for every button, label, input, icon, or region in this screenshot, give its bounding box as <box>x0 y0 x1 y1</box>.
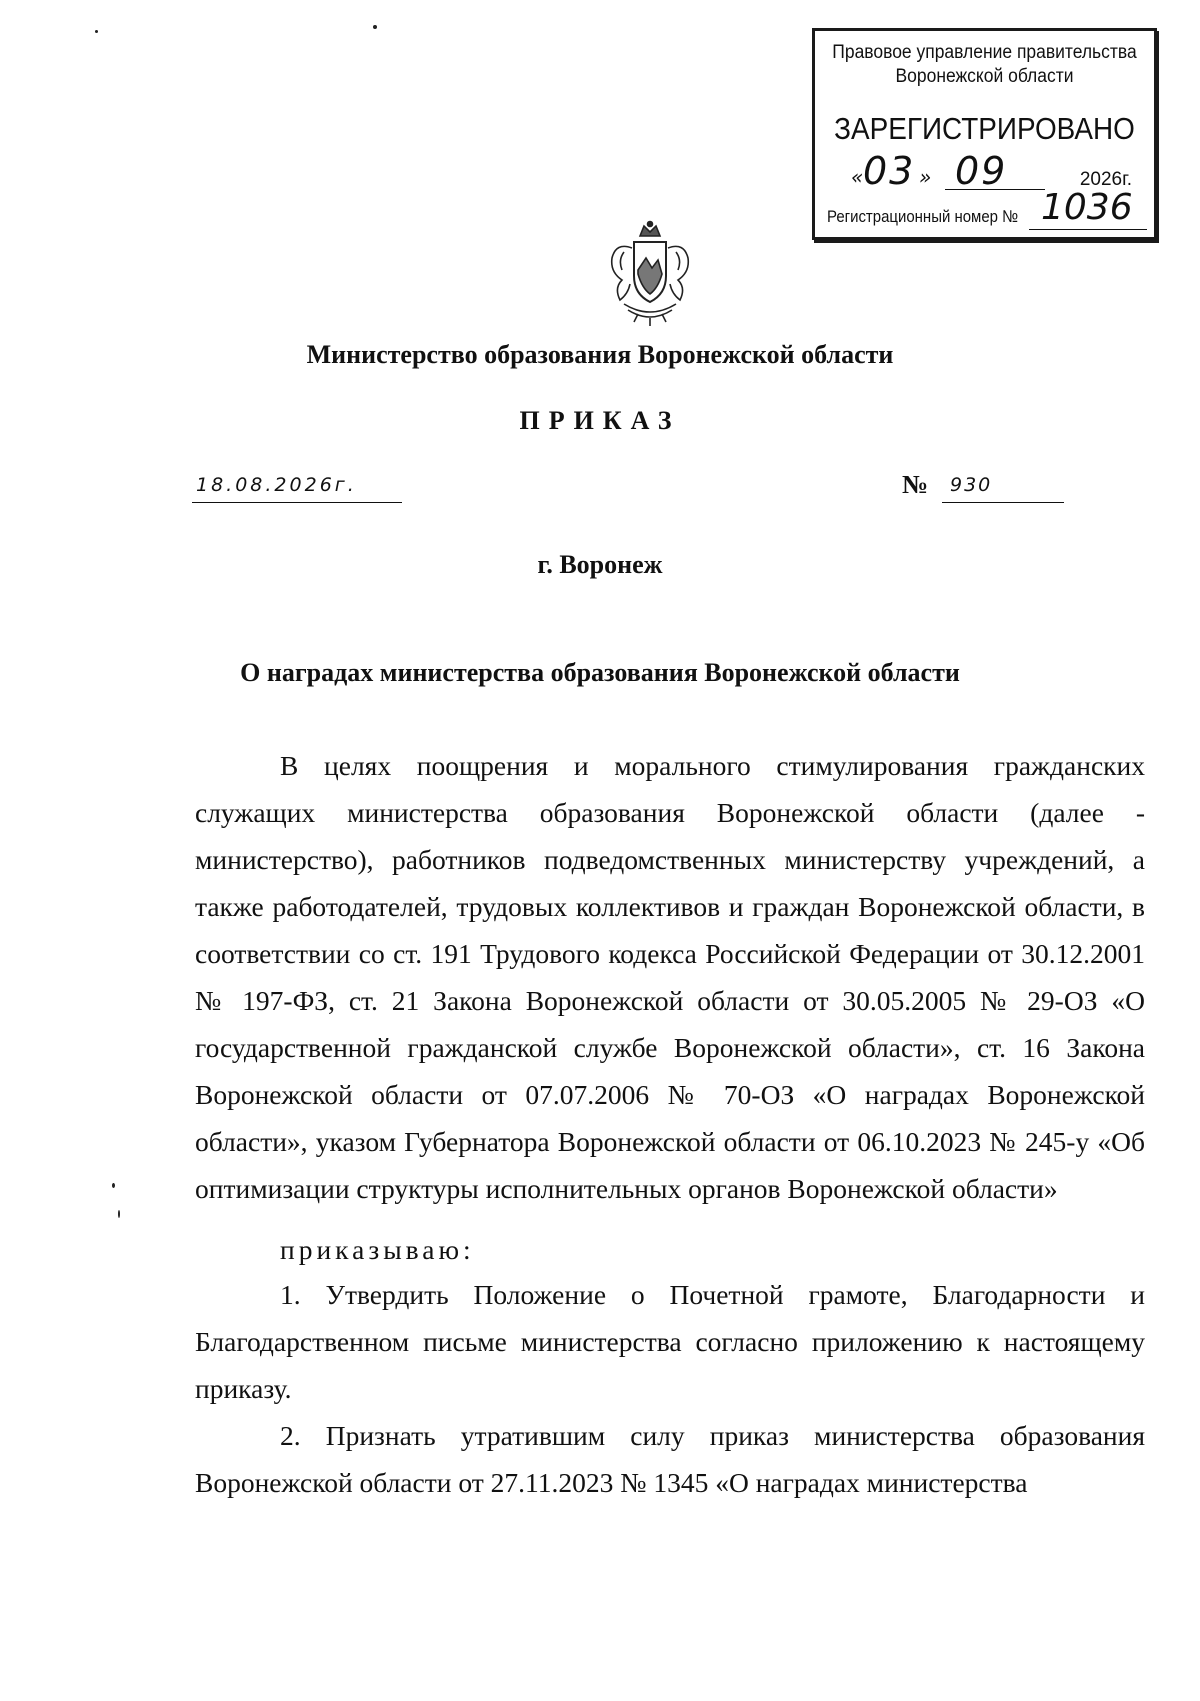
stamp-registered-label: ЗАРЕГИСТРИРОВАНО <box>834 111 1135 146</box>
stamp-month: 09 <box>955 149 1008 193</box>
city: г. Воронеж <box>537 550 663 579</box>
order-date: 18.08.2026г. <box>196 474 357 496</box>
order-number-field <box>942 474 1064 503</box>
scan-speck <box>373 25 377 29</box>
stamp-authority-line1: Правовое управление правительства <box>832 42 1137 63</box>
scan-speck <box>118 1210 120 1218</box>
stamp-regno-row <box>815 187 1154 235</box>
stamp-quote-open: « <box>851 165 864 189</box>
order-item-1: 1. Утвердить Положение о Почетной грамоте, Благодарности и Благодарственном письме министерства согласно приложению к настоящему приказу. <box>195 1279 1145 1404</box>
stamp-regno-underline <box>1029 229 1147 230</box>
scan-speck <box>95 30 98 33</box>
stamp-quote-close: » <box>919 165 932 189</box>
ministry-name: Министерство образования Воронежской области <box>306 340 894 369</box>
stamp-year: 2026г. <box>1079 169 1132 190</box>
stamp-authority-line2: Воронежской области <box>895 66 1074 87</box>
order-number-label: № <box>902 470 929 499</box>
order-date-field <box>192 474 402 503</box>
coat-of-arms-icon <box>594 218 706 330</box>
registration-stamp <box>812 28 1157 240</box>
order-number: 930 <box>950 474 993 496</box>
stamp-regno-value: 1036 <box>1041 187 1133 228</box>
document-type: ПРИКАЗ <box>519 406 681 435</box>
document-title: О наградах министерства образования Воронежской области <box>240 658 960 687</box>
stamp-regno-label: Регистрационный номер № <box>827 207 1019 226</box>
order-item-2: 2. Признать утратившим силу приказ министерства образования Воронежской области от 27.11.2023 № 1345 «О наградах министерства <box>195 1420 1145 1498</box>
stamp-month-underline <box>945 189 1045 190</box>
order-word: приказываю: <box>280 1234 475 1265</box>
stamp-day: 03 <box>863 149 916 193</box>
preamble-paragraph: В целях поощрения и морального стимулирования гражданских служащих министерства образования Воронежской области (далее - министерство), работников подведомственных министерству учреждений, а также работодателей, трудовых коллективов и граждан Воронежской области, в соответствии со ст. 191 Трудового кодекса Российской Федерации от 30.12.2001 № 197-ФЗ, ст. 21 Закона Воронежской области от 30.05.2005 № 29-ОЗ «О государственной гражданской службе Воронежской области», ст. 16 Закона Воронежской области от 07.07.2006 № 70-ОЗ «О наградах Воронежской области», указом Губернатора Воронежской области от 06.10.2023 № 245-у «Об оптимизации структуры исполнительных органов Воронежской области» <box>195 750 1145 1204</box>
scan-speck <box>112 1183 115 1188</box>
